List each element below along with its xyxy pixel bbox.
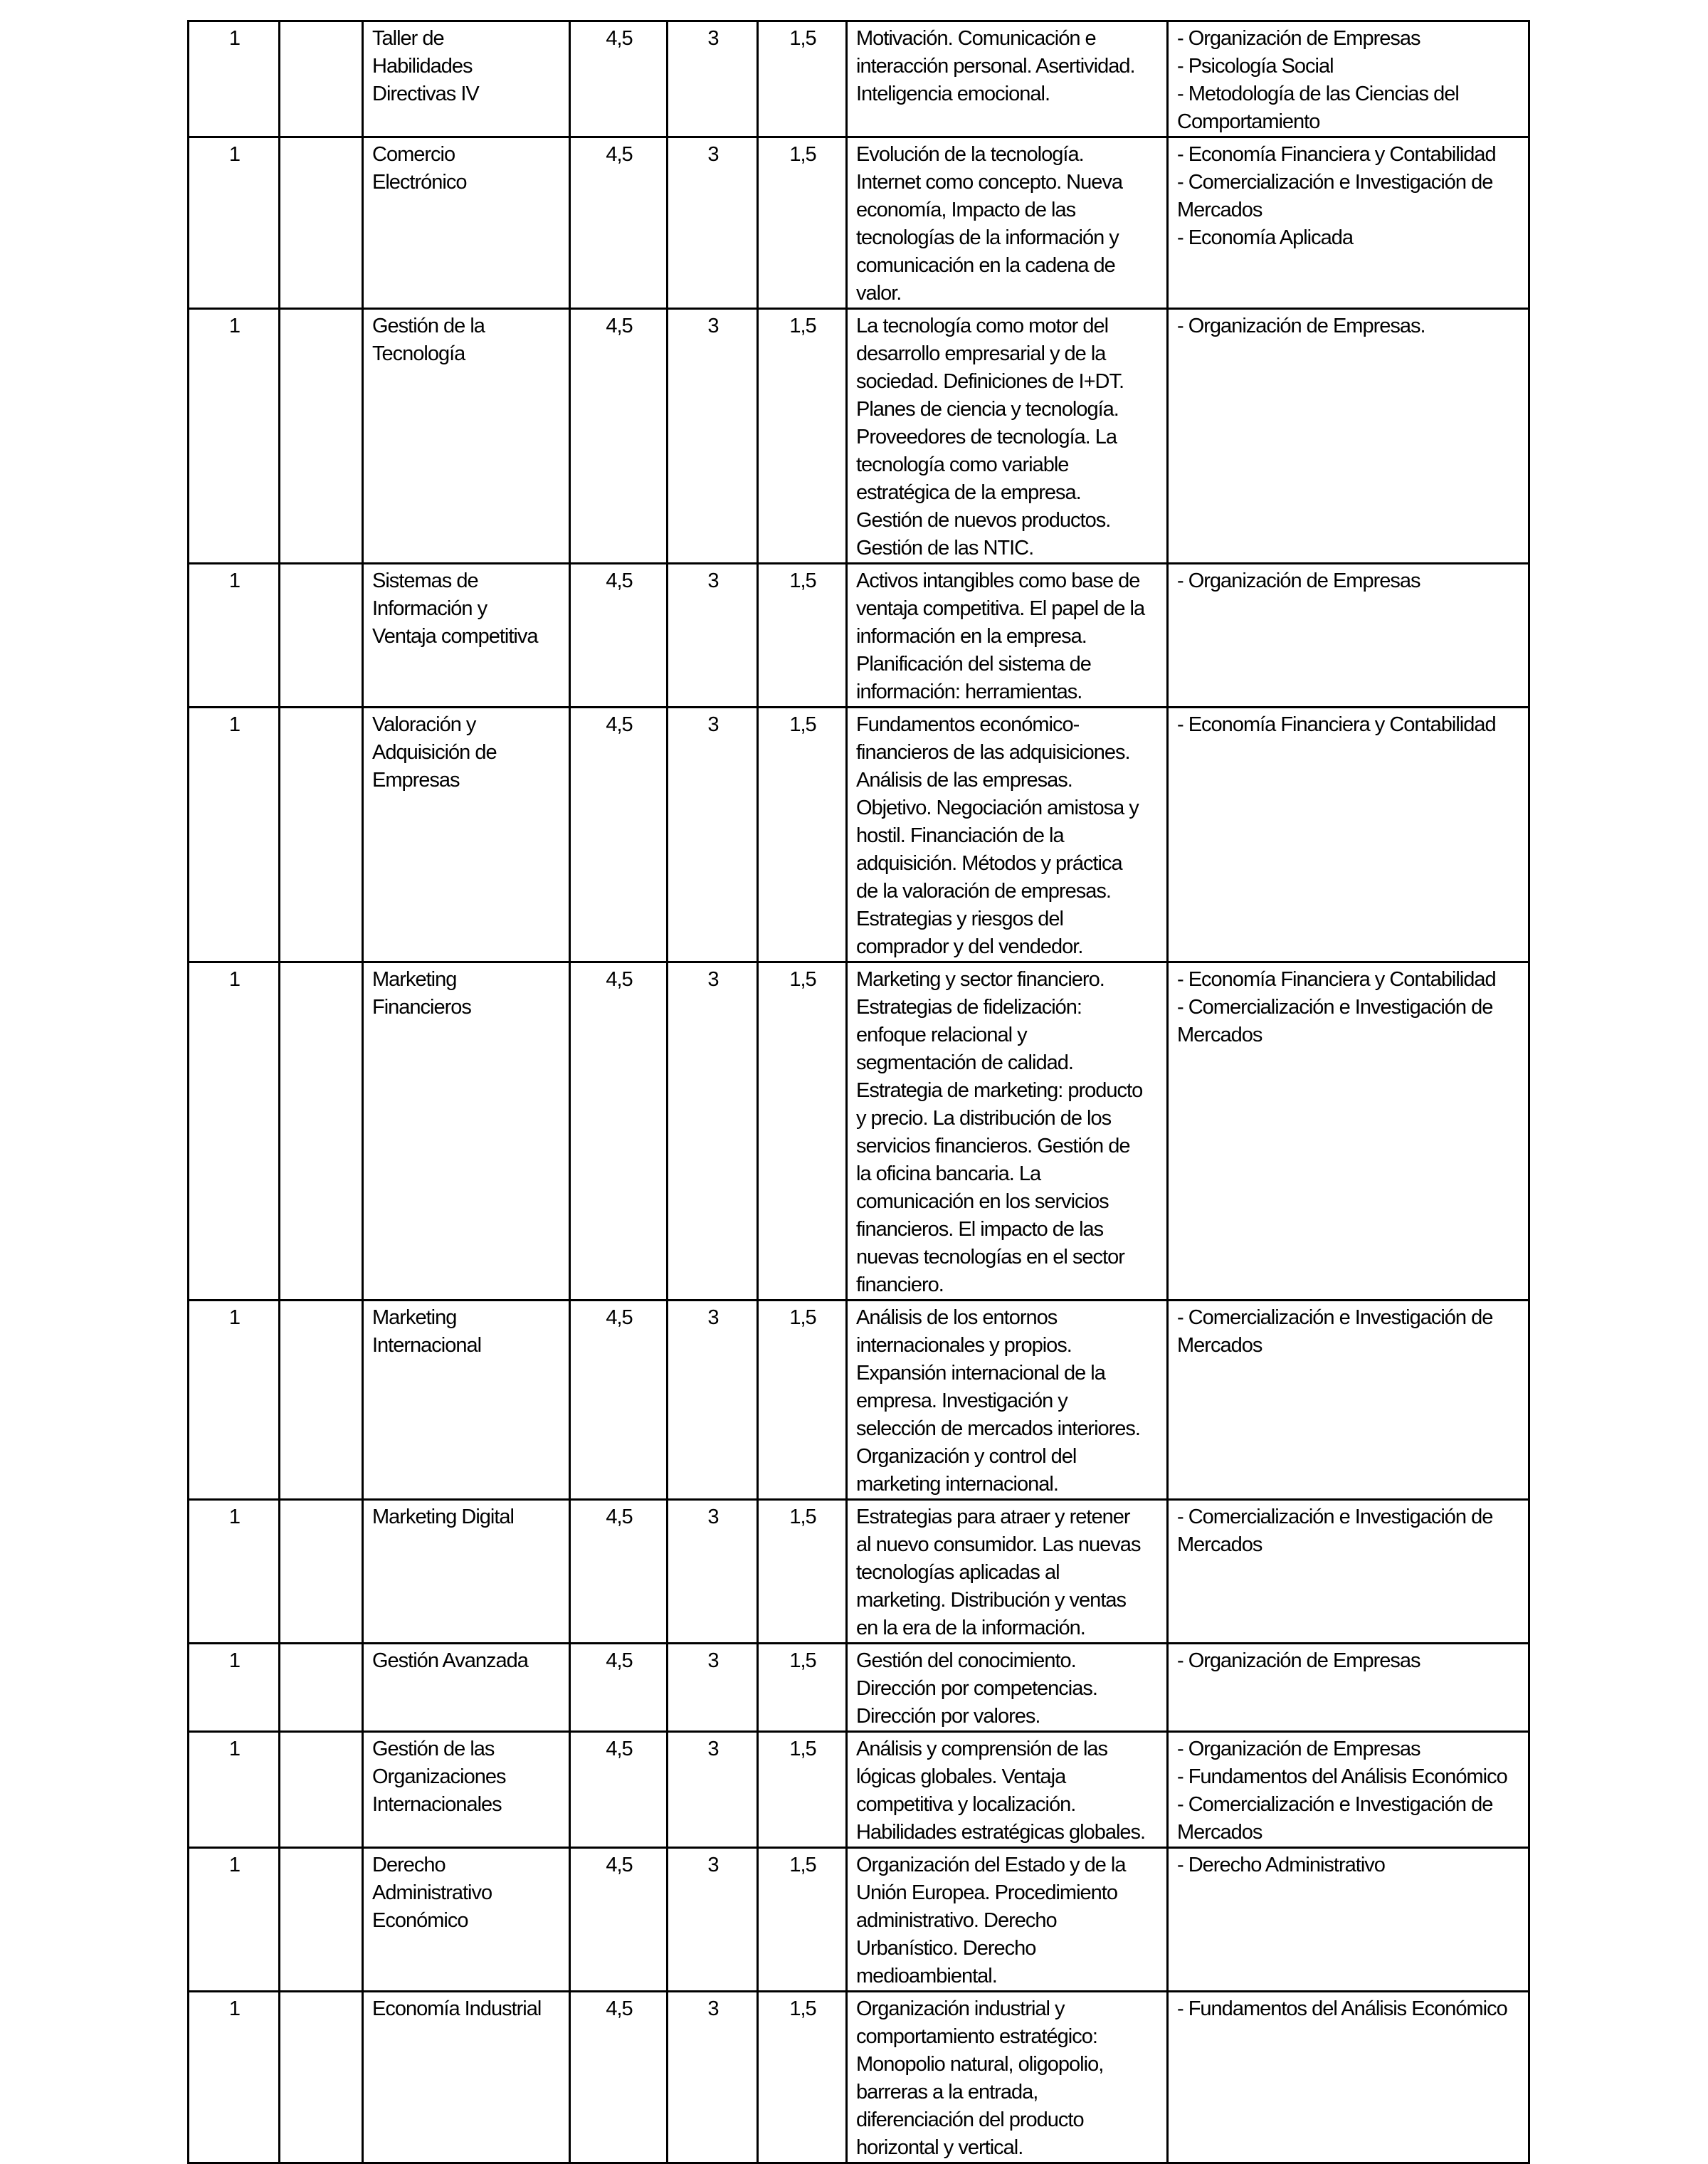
empty-cell — [280, 962, 363, 1301]
practice-credits-cell: 1,5 — [758, 1500, 847, 1644]
description-cell-line: enfoque relacional y — [856, 1024, 1027, 1046]
description-cell — [847, 309, 1168, 564]
theory-credits-cell: 3 — [668, 309, 758, 564]
description-cell-line: economía, Impacto de las — [856, 199, 1076, 221]
description-cell-line: Análisis de los entornos — [856, 1306, 1058, 1329]
description-cell-line: nuevas tecnologías en el sector — [856, 1246, 1124, 1269]
theory-credits-cell: 3 — [668, 1500, 758, 1644]
subject-name-cell — [363, 1500, 570, 1644]
subject-name-cell — [363, 564, 570, 708]
description-cell-line: Gestión de nuevos productos. — [856, 509, 1111, 532]
knowledge-areas-cell-line: - Comercialización e Investigación de — [1177, 996, 1493, 1019]
theory-credits-cell: 3 — [668, 1848, 758, 1992]
total-credits-cell: 4,5 — [570, 1500, 668, 1644]
subject-name-cell-line: Gestión Avanzada — [372, 1649, 528, 1672]
subject-name-cell-line: Económico — [372, 1909, 468, 1932]
knowledge-areas-cell — [1168, 1301, 1529, 1500]
theory-credits-cell: 3 — [668, 1992, 758, 2163]
table-row — [189, 962, 1529, 1301]
subject-name-cell-line: Derecho — [372, 1854, 446, 1876]
course-cell: 1 — [189, 1500, 280, 1644]
description-cell-line: la oficina bancaria. La — [856, 1162, 1041, 1185]
knowledge-areas-cell-line: - Comercialización e Investigación de — [1177, 171, 1493, 194]
total-credits-cell: 4,5 — [570, 1732, 668, 1848]
practice-credits-cell: 1,5 — [758, 1992, 847, 2163]
subject-name-cell-line: Internacional — [372, 1334, 482, 1357]
description-cell-line: Estrategias y riesgos del — [856, 908, 1063, 930]
subject-name-cell-line: Marketing Digital — [372, 1506, 514, 1528]
description-cell-line: horizontal y vertical. — [856, 2136, 1023, 2159]
description-cell-line: Activos intangibles como base de — [856, 569, 1140, 592]
empty-cell — [280, 1644, 363, 1732]
total-credits-cell: 4,5 — [570, 1848, 668, 1992]
description-cell-line: Dirección por competencias. — [856, 1677, 1097, 1700]
theory-credits-cell: 3 — [668, 1644, 758, 1732]
practice-credits-cell: 1,5 — [758, 708, 847, 962]
knowledge-areas-cell-line: Mercados — [1177, 199, 1262, 221]
knowledge-areas-cell-line: - Metodología de las Ciencias del — [1177, 83, 1459, 105]
practice-credits-cell: 1,5 — [758, 1848, 847, 1992]
description-cell-line: Objetivo. Negociación amistosa y — [856, 797, 1139, 819]
knowledge-areas-cell-line: - Fundamentos del Análisis Económico — [1177, 1997, 1507, 2020]
description-cell-line: Gestión del conocimiento. — [856, 1649, 1076, 1672]
total-credits-cell: 4,5 — [570, 1644, 668, 1732]
table-body — [189, 21, 1529, 2163]
knowledge-areas-cell-line: - Economía Financiera y Contabilidad — [1177, 968, 1496, 991]
theory-credits-cell: 3 — [668, 962, 758, 1301]
description-cell-line: medioambiental. — [856, 1965, 997, 1987]
knowledge-areas-cell-line: - Organización de Empresas — [1177, 27, 1420, 50]
description-cell-line: Estrategias de fidelización: — [856, 996, 1082, 1019]
description-cell-line: selección de mercados interiores. — [856, 1417, 1140, 1440]
description-cell-line: adquisición. Métodos y práctica — [856, 852, 1122, 875]
subjects-table — [187, 20, 1530, 2164]
subject-name-cell — [363, 1301, 570, 1500]
theory-credits-cell: 3 — [668, 708, 758, 962]
description-cell-line: de la valoración de empresas. — [856, 880, 1111, 903]
knowledge-areas-cell-line: - Derecho Administrativo — [1177, 1854, 1385, 1876]
description-cell-line: Motivación. Comunicación e — [856, 27, 1096, 50]
knowledge-areas-cell — [1168, 708, 1529, 962]
course-cell: 1 — [189, 1732, 280, 1848]
description-cell-line: Urbanístico. Derecho — [856, 1937, 1036, 1960]
description-cell-line: Organización del Estado y de la — [856, 1854, 1126, 1876]
description-cell-line: Fundamentos económico- — [856, 713, 1080, 736]
description-cell — [847, 1301, 1168, 1500]
description-cell — [847, 21, 1168, 137]
knowledge-areas-cell — [1168, 1992, 1529, 2163]
description-cell-line: tecnologías de la información y — [856, 226, 1119, 249]
course-cell: 1 — [189, 137, 280, 309]
description-cell-line: desarrollo empresarial y de la — [856, 342, 1106, 365]
empty-cell — [280, 1848, 363, 1992]
subject-name-cell-line: Habilidades — [372, 55, 473, 78]
knowledge-areas-cell-line: - Economía Financiera y Contabilidad — [1177, 143, 1496, 166]
subject-name-cell-line: Ventaja competitiva — [372, 625, 538, 648]
subject-name-cell-line: Información y — [372, 597, 487, 620]
subject-name-cell-line: Gestión de la — [372, 315, 485, 337]
knowledge-areas-cell — [1168, 1848, 1529, 1992]
subject-name-cell — [363, 962, 570, 1301]
knowledge-areas-cell-line: - Economía Aplicada — [1177, 226, 1353, 249]
description-cell — [847, 708, 1168, 962]
description-cell-line: Organización y control del — [856, 1445, 1077, 1468]
description-cell-line: hostil. Financiación de la — [856, 824, 1064, 847]
course-cell: 1 — [189, 564, 280, 708]
subject-name-cell-line: Valoración y — [372, 713, 476, 736]
table-row — [189, 708, 1529, 962]
practice-credits-cell: 1,5 — [758, 1644, 847, 1732]
description-cell — [847, 1848, 1168, 1992]
description-cell — [847, 1732, 1168, 1848]
subject-name-cell-line: Gestión de las — [372, 1738, 495, 1760]
course-cell: 1 — [189, 708, 280, 962]
description-cell-line: Análisis de las empresas. — [856, 769, 1072, 792]
subject-name-cell-line: Sistemas de — [372, 569, 478, 592]
description-cell-line: Estrategia de marketing: producto — [856, 1079, 1143, 1102]
description-cell-line: diferenciación del producto — [856, 2108, 1084, 2131]
table-row — [189, 1732, 1529, 1848]
description-cell-line: barreras a la entrada, — [856, 2081, 1038, 2103]
description-cell-line: y precio. La distribución de los — [856, 1107, 1112, 1130]
total-credits-cell: 4,5 — [570, 21, 668, 137]
empty-cell — [280, 137, 363, 309]
total-credits-cell: 4,5 — [570, 309, 668, 564]
description-cell-line: segmentación de calidad. — [856, 1051, 1073, 1074]
description-cell-line: Dirección por valores. — [856, 1705, 1040, 1728]
course-cell: 1 — [189, 1992, 280, 2163]
subject-name-cell-line: Comercio — [372, 143, 455, 166]
table-row — [189, 21, 1529, 137]
course-cell: 1 — [189, 1301, 280, 1500]
table-row — [189, 564, 1529, 708]
knowledge-areas-cell-line: - Comercialización e Investigación de — [1177, 1306, 1493, 1329]
subject-name-cell-line: Directivas IV — [372, 83, 479, 105]
description-cell-line: Internet como concepto. Nueva — [856, 171, 1123, 194]
description-cell-line: Expansión internacional de la — [856, 1362, 1105, 1385]
knowledge-areas-cell-line: Mercados — [1177, 1533, 1262, 1556]
description-cell-line: ventaja competitiva. El papel de la — [856, 597, 1145, 620]
total-credits-cell: 4,5 — [570, 564, 668, 708]
description-cell-line: Monopolio natural, oligopolio, — [856, 2053, 1104, 2076]
subject-name-cell-line: Economía Industrial — [372, 1997, 542, 2020]
description-cell-line: Evolución de la tecnología. — [856, 143, 1084, 166]
subject-name-cell-line: Adquisición de — [372, 741, 497, 764]
description-cell-line: sociedad. Definiciones de I+DT. — [856, 370, 1124, 393]
empty-cell — [280, 1732, 363, 1848]
knowledge-areas-cell-line: Mercados — [1177, 1024, 1262, 1046]
description-cell-line: información en la empresa. — [856, 625, 1087, 648]
description-cell-line: administrativo. Derecho — [856, 1909, 1057, 1932]
description-cell-line: internacionales y propios. — [856, 1334, 1072, 1357]
empty-cell — [280, 708, 363, 962]
course-cell: 1 — [189, 309, 280, 564]
description-cell-line: marketing internacional. — [856, 1473, 1058, 1496]
description-cell-line: Unión Europea. Procedimiento — [856, 1881, 1117, 1904]
knowledge-areas-cell-line: - Organización de Empresas — [1177, 1738, 1420, 1760]
description-cell-line: en la era de la información. — [856, 1617, 1085, 1639]
description-cell-line: comportamiento estratégico: — [856, 2025, 1097, 2048]
description-cell — [847, 962, 1168, 1301]
description-cell-line: al nuevo consumidor. Las nuevas — [856, 1533, 1141, 1556]
theory-credits-cell: 3 — [668, 21, 758, 137]
total-credits-cell: 4,5 — [570, 1992, 668, 2163]
course-cell: 1 — [189, 1644, 280, 1732]
practice-credits-cell: 1,5 — [758, 21, 847, 137]
description-cell-line: Estrategias para atraer y retener — [856, 1506, 1130, 1528]
description-cell-line: Marketing y sector financiero. — [856, 968, 1105, 991]
empty-cell — [280, 564, 363, 708]
empty-cell — [280, 1992, 363, 2163]
table-row — [189, 309, 1529, 564]
empty-cell — [280, 1500, 363, 1644]
empty-cell — [280, 1301, 363, 1500]
theory-credits-cell: 3 — [668, 137, 758, 309]
course-cell: 1 — [189, 21, 280, 137]
theory-credits-cell: 3 — [668, 1301, 758, 1500]
description-cell-line: Proveedores de tecnología. La — [856, 426, 1117, 448]
empty-cell — [280, 309, 363, 564]
description-cell-line: comunicación en la cadena de — [856, 254, 1115, 277]
knowledge-areas-cell-line: - Comercialización e Investigación de — [1177, 1506, 1493, 1528]
knowledge-areas-cell-line: - Organización de Empresas — [1177, 569, 1420, 592]
description-cell-line: estratégica de la empresa. — [856, 481, 1081, 504]
subject-name-cell — [363, 1992, 570, 2163]
description-cell-line: La tecnología como motor del — [856, 315, 1109, 337]
description-cell-line: Planificación del sistema de — [856, 653, 1091, 676]
description-cell — [847, 137, 1168, 309]
description-cell-line: valor. — [856, 282, 902, 305]
practice-credits-cell: 1,5 — [758, 309, 847, 564]
knowledge-areas-cell — [1168, 1732, 1529, 1848]
subject-name-cell — [363, 708, 570, 962]
description-cell-line: comunicación en los servicios — [856, 1190, 1109, 1213]
subject-name-cell — [363, 21, 570, 137]
knowledge-areas-cell — [1168, 137, 1529, 309]
knowledge-areas-cell-line: - Organización de Empresas — [1177, 1649, 1420, 1672]
subject-name-cell-line: Organizaciones — [372, 1765, 506, 1788]
subject-name-cell — [363, 1644, 570, 1732]
total-credits-cell: 4,5 — [570, 708, 668, 962]
description-cell-line: Inteligencia emocional. — [856, 83, 1050, 105]
subject-name-cell-line: Taller de — [372, 27, 444, 50]
knowledge-areas-cell-line: Comportamiento — [1177, 110, 1320, 133]
description-cell — [847, 564, 1168, 708]
practice-credits-cell: 1,5 — [758, 1732, 847, 1848]
practice-credits-cell: 1,5 — [758, 1301, 847, 1500]
practice-credits-cell: 1,5 — [758, 564, 847, 708]
description-cell-line: información: herramientas. — [856, 681, 1082, 703]
subject-name-cell — [363, 137, 570, 309]
table-row — [189, 1644, 1529, 1732]
description-cell-line: lógicas globales. Ventaja — [856, 1765, 1066, 1788]
subject-name-cell-line: Electrónico — [372, 171, 467, 194]
total-credits-cell: 4,5 — [570, 962, 668, 1301]
knowledge-areas-cell-line: - Economía Financiera y Contabilidad — [1177, 713, 1496, 736]
knowledge-areas-cell — [1168, 962, 1529, 1301]
knowledge-areas-cell — [1168, 1500, 1529, 1644]
subject-name-cell-line: Financieros — [372, 996, 471, 1019]
subject-name-cell-line: Administrativo — [372, 1881, 492, 1904]
knowledge-areas-cell-line: Mercados — [1177, 1334, 1262, 1357]
description-cell — [847, 1992, 1168, 2163]
theory-credits-cell: 3 — [668, 564, 758, 708]
knowledge-areas-cell-line: - Comercialización e Investigación de — [1177, 1793, 1493, 1816]
description-cell-line: marketing. Distribución y ventas — [856, 1589, 1126, 1612]
knowledge-areas-cell — [1168, 309, 1529, 564]
table-row — [189, 1500, 1529, 1644]
theory-credits-cell: 3 — [668, 1732, 758, 1848]
subject-name-cell-line: Empresas — [372, 769, 460, 792]
description-cell-line: financieros de las adquisiciones. — [856, 741, 1130, 764]
practice-credits-cell: 1,5 — [758, 137, 847, 309]
subject-name-cell-line: Internacionales — [372, 1793, 502, 1816]
description-cell-line: Organización industrial y — [856, 1997, 1065, 2020]
description-cell-line: comprador y del vendedor. — [856, 935, 1083, 958]
subject-name-cell-line: Marketing — [372, 968, 457, 991]
description-cell-line: servicios financieros. Gestión de — [856, 1135, 1130, 1157]
description-cell — [847, 1500, 1168, 1644]
table-row — [189, 1848, 1529, 1992]
description-cell-line: interacción personal. Asertividad. — [856, 55, 1135, 78]
subject-name-cell — [363, 309, 570, 564]
description-cell-line: Gestión de las NTIC. — [856, 537, 1034, 560]
description-cell-line: empresa. Investigación y — [856, 1390, 1068, 1412]
description-cell — [847, 1644, 1168, 1732]
description-cell-line: tecnología como variable — [856, 453, 1069, 476]
table-row — [189, 1992, 1529, 2163]
knowledge-areas-cell-line: - Organización de Empresas. — [1177, 315, 1425, 337]
knowledge-areas-cell-line: - Psicología Social — [1177, 55, 1334, 78]
table-row — [189, 137, 1529, 309]
knowledge-areas-cell — [1168, 1644, 1529, 1732]
description-cell-line: tecnologías aplicadas al — [856, 1561, 1060, 1584]
empty-cell — [280, 21, 363, 137]
description-cell-line: financiero. — [856, 1273, 944, 1296]
knowledge-areas-cell — [1168, 564, 1529, 708]
subject-name-cell-line: Marketing — [372, 1306, 457, 1329]
course-cell: 1 — [189, 962, 280, 1301]
subject-name-cell-line: Tecnología — [372, 342, 465, 365]
subject-name-cell — [363, 1848, 570, 1992]
knowledge-areas-cell-line: - Fundamentos del Análisis Económico — [1177, 1765, 1507, 1788]
knowledge-areas-cell-line: Mercados — [1177, 1821, 1262, 1844]
description-cell-line: Planes de ciencia y tecnología. — [856, 398, 1119, 421]
practice-credits-cell: 1,5 — [758, 962, 847, 1301]
description-cell-line: Habilidades estratégicas globales. — [856, 1821, 1146, 1844]
course-cell: 1 — [189, 1848, 280, 1992]
table-row — [189, 1301, 1529, 1500]
description-cell-line: Análisis y comprensión de las — [856, 1738, 1108, 1760]
total-credits-cell: 4,5 — [570, 137, 668, 309]
description-cell-line: financieros. El impacto de las — [856, 1218, 1104, 1241]
total-credits-cell: 4,5 — [570, 1301, 668, 1500]
knowledge-areas-cell — [1168, 21, 1529, 137]
description-cell-line: competitiva y localización. — [856, 1793, 1076, 1816]
subject-name-cell — [363, 1732, 570, 1848]
